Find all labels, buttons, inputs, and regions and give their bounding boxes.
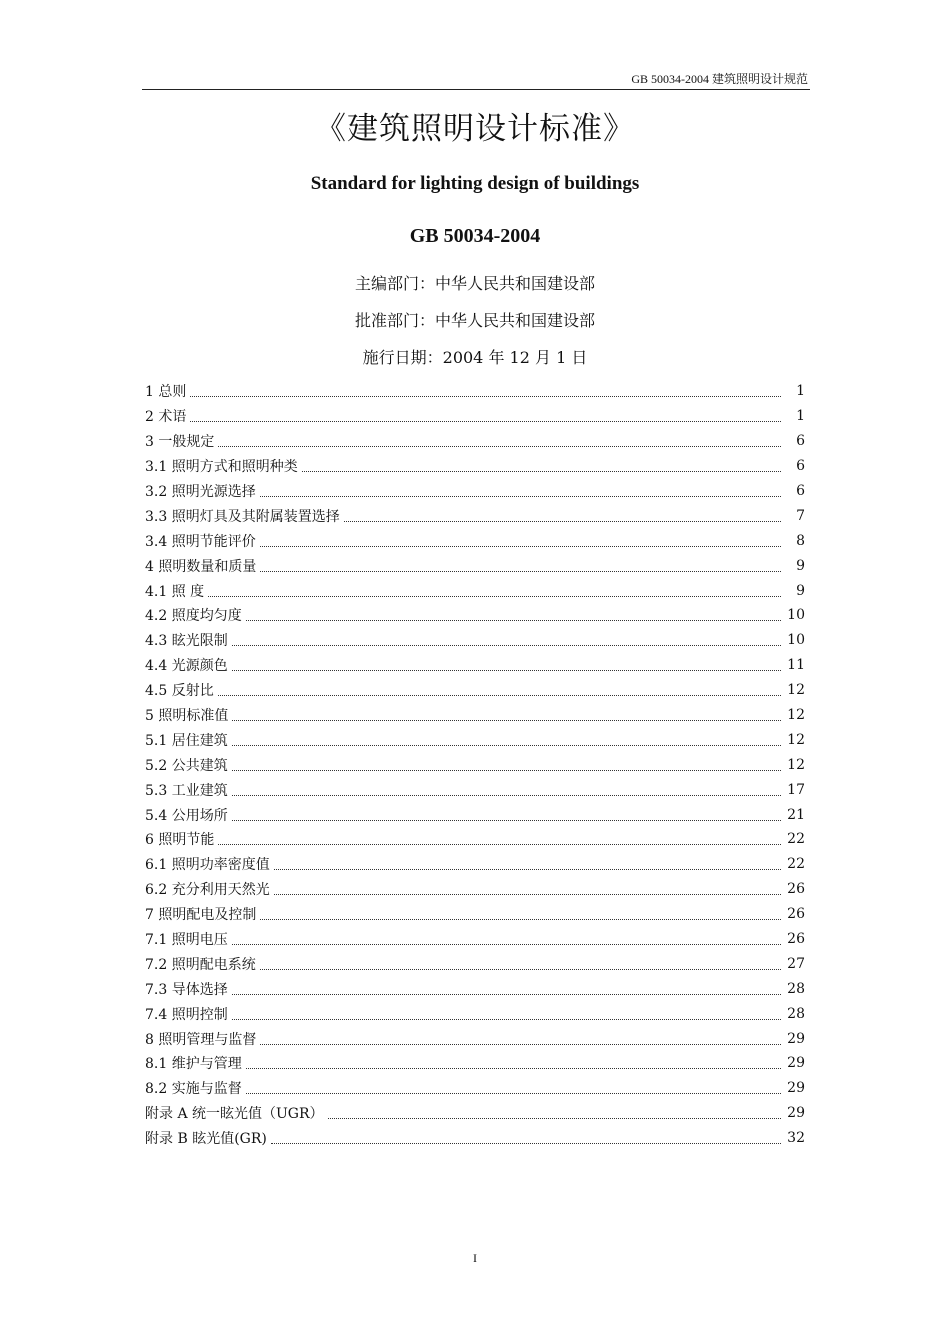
table-of-contents	[145, 379, 805, 1151]
toc-entry[interactable]	[145, 927, 805, 952]
toc-entry[interactable]	[145, 852, 805, 877]
toc-entry-label: 5 照明标准值	[145, 708, 229, 725]
toc-entry-label: 7.1 照明电压	[145, 932, 228, 949]
toc-dot-leader	[218, 694, 781, 696]
editor-department: 主编部门：中华人民共和国建设部	[354, 274, 595, 293]
toc-entry-label: 5.2 公共建筑	[145, 757, 228, 774]
toc-entry-label: 8.1 维护与管理	[145, 1056, 242, 1073]
toc-entry-label: 4.5 反射比	[145, 683, 214, 700]
toc-dot-leader	[344, 520, 781, 522]
toc-dot-leader	[208, 595, 781, 597]
toc-entry-page: 10	[787, 632, 805, 649]
toc-entry-label: 7.4 照明控制	[145, 1006, 228, 1023]
toc-entry[interactable]	[145, 902, 805, 927]
toc-entry-page: 22	[787, 831, 805, 848]
toc-entry-label: 3.4 照明节能评价	[145, 533, 256, 550]
toc-dot-leader	[190, 420, 781, 422]
toc-dot-leader	[274, 868, 781, 870]
toc-entry[interactable]	[145, 1001, 805, 1026]
toc-dot-leader	[218, 445, 781, 447]
toc-entry[interactable]	[145, 802, 805, 827]
toc-entry-page: 32	[787, 1130, 805, 1147]
toc-dot-leader	[260, 570, 781, 572]
toc-entry-page: 12	[787, 756, 805, 773]
toc-entry[interactable]	[145, 454, 805, 479]
toc-dot-leader	[232, 794, 781, 796]
toc-dot-leader	[271, 1142, 781, 1144]
toc-dot-leader	[232, 819, 781, 821]
toc-entry-page: 29	[787, 1105, 805, 1122]
toc-entry-label: 3.2 照明光源选择	[145, 484, 256, 500]
toc-entry-page: 11	[787, 657, 805, 674]
toc-entry[interactable]	[145, 752, 805, 777]
toc-entry-label: 3.3 照明灯具及其附属装置选择	[145, 508, 340, 525]
toc-entry-page: 12	[787, 707, 805, 724]
toc-entry-page: 26	[787, 881, 805, 898]
toc-entry-page: 7	[796, 507, 805, 524]
toc-entry[interactable]	[145, 578, 805, 603]
toc-entry[interactable]	[145, 1126, 805, 1151]
toc-entry-page: 29	[787, 1080, 805, 1097]
toc-dot-leader	[232, 1018, 781, 1020]
toc-entry[interactable]	[145, 703, 805, 728]
toc-entry[interactable]	[145, 528, 805, 553]
toc-entry-page: 1	[796, 383, 805, 400]
toc-dot-leader	[246, 1092, 781, 1094]
toc-entry[interactable]	[145, 429, 805, 454]
running-title: GB 50034-2004 建筑照明设计规范	[631, 72, 808, 86]
toc-entry-page: 27	[787, 955, 805, 972]
toc-entry[interactable]	[145, 553, 805, 578]
toc-entry-page: 6	[796, 483, 805, 499]
toc-dot-leader	[190, 395, 781, 397]
page-header	[142, 70, 810, 90]
toc-entry-label: 附录 A 统一眩光值（UGR）	[145, 1106, 324, 1123]
toc-entry[interactable]	[145, 379, 805, 404]
document-title-chinese: 《建筑照明设计标准》	[315, 111, 635, 147]
toc-entry-label: 6 照明节能	[145, 832, 215, 849]
toc-entry[interactable]	[145, 503, 805, 528]
standard-code: GB 50034-2004	[409, 225, 541, 247]
toc-dot-leader	[232, 644, 781, 646]
toc-entry[interactable]	[145, 827, 805, 852]
toc-dot-leader	[260, 968, 781, 970]
toc-entry[interactable]	[145, 1076, 805, 1101]
toc-entry-page: 12	[787, 682, 805, 699]
toc-entry-label: 7 照明配电及控制	[145, 907, 257, 924]
toc-entry-label: 4.1 照 度	[145, 583, 205, 600]
toc-entry[interactable]	[145, 1026, 805, 1051]
toc-entry[interactable]	[145, 404, 805, 429]
toc-dot-leader	[232, 719, 781, 721]
toc-entry[interactable]	[145, 877, 805, 902]
toc-entry-page: 29	[787, 1055, 805, 1072]
toc-dot-leader	[260, 918, 781, 920]
toc-entry-page: 9	[796, 557, 805, 574]
toc-entry[interactable]	[145, 1101, 805, 1126]
toc-entry-label: 4.3 眩光限制	[145, 633, 228, 650]
toc-dot-leader	[302, 470, 781, 472]
toc-entry-page: 12	[787, 731, 805, 748]
effective-date: 施行日期：2004 年 12 月 1 日	[362, 348, 588, 367]
toc-dot-leader	[232, 993, 781, 995]
toc-entry-page: 6	[796, 458, 805, 475]
toc-entry-label: 5.3 工业建筑	[145, 782, 228, 799]
toc-entry[interactable]	[145, 678, 805, 703]
toc-entry-page: 17	[787, 781, 805, 798]
toc-entry-label: 6.2 充分利用天然光	[145, 882, 270, 899]
toc-entry-page: 21	[787, 806, 805, 823]
toc-dot-leader	[232, 769, 781, 771]
toc-entry-label: 3.1 照明方式和照明种类	[145, 459, 298, 476]
toc-dot-leader	[232, 943, 781, 945]
toc-entry-label: 8.2 实施与监督	[145, 1081, 242, 1098]
toc-entry-label: 4 照明数量和质量	[145, 558, 257, 575]
toc-entry[interactable]	[145, 653, 805, 678]
toc-entry-label: 2 术语	[145, 409, 187, 426]
toc-entry-label: 5.4 公用场所	[145, 807, 228, 824]
toc-dot-leader	[246, 619, 781, 621]
toc-entry[interactable]	[145, 727, 805, 752]
toc-entry-label: 4.4 光源颜色	[145, 658, 228, 675]
toc-entry[interactable]	[145, 777, 805, 802]
toc-entry-page: 28	[787, 980, 805, 997]
approval-department: 批准部门：中华人民共和国建设部	[354, 311, 595, 330]
toc-entry[interactable]	[145, 951, 805, 976]
toc-dot-leader	[260, 545, 781, 547]
toc-dot-leader	[232, 744, 781, 746]
toc-entry[interactable]	[145, 1051, 805, 1076]
toc-entry-page: 22	[787, 856, 805, 873]
toc-dot-leader	[260, 1043, 781, 1045]
toc-entry-label: 8 照明管理与监督	[145, 1031, 257, 1048]
toc-entry-page: 10	[787, 607, 805, 624]
toc-entry-label: 7.3 导体选择	[145, 981, 228, 998]
toc-dot-leader	[328, 1117, 781, 1119]
toc-entry-label: 5.1 居住建筑	[145, 732, 228, 749]
toc-entry[interactable]	[145, 628, 805, 653]
toc-dot-leader	[274, 893, 781, 895]
toc-dot-leader	[232, 669, 781, 671]
toc-entry-page: 26	[787, 906, 805, 923]
toc-dot-leader	[246, 1067, 781, 1069]
toc-entry-label: 3 一般规定	[145, 434, 215, 451]
toc-entry-label: 附录 B 眩光值(GR)	[145, 1131, 267, 1148]
toc-entry[interactable]	[145, 976, 805, 1001]
toc-entry-label: 7.2 照明配电系统	[145, 956, 256, 973]
page-number: I	[473, 1251, 477, 1265]
toc-entry-page: 8	[796, 532, 805, 549]
toc-entry[interactable]	[145, 603, 805, 628]
toc-dot-leader	[260, 495, 781, 497]
toc-entry[interactable]	[145, 479, 805, 504]
toc-entry-page: 26	[787, 931, 805, 948]
toc-entry-label: 4.2 照度均匀度	[145, 608, 242, 625]
document-title-english: Standard for lighting design of buildings	[310, 173, 640, 194]
toc-entry-page: 6	[796, 433, 805, 450]
toc-entry-page: 9	[796, 582, 805, 599]
toc-entry-page: 28	[787, 1005, 805, 1022]
toc-entry-label: 6.1 照明功率密度值	[145, 857, 270, 874]
toc-entry-page: 1	[796, 408, 805, 425]
toc-dot-leader	[218, 843, 781, 845]
toc-entry-label: 1 总则	[145, 384, 187, 401]
toc-entry-page: 29	[787, 1030, 805, 1047]
